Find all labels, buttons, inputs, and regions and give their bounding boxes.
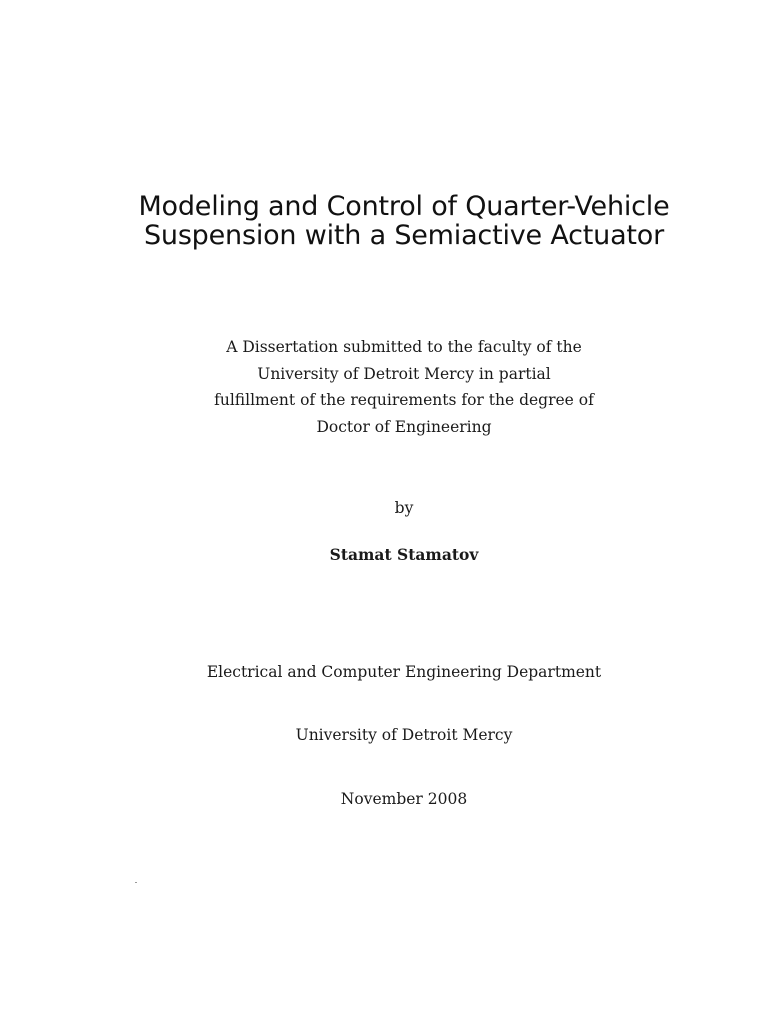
submission-statement-line-3: fulfillment of the requirements for the degree of	[214, 391, 594, 409]
author-name: Stamat Stamatov	[329, 545, 479, 564]
dissertation-title-line-1: Modeling and Control of Quarter-Vehicle	[138, 191, 670, 222]
by-label: by	[394, 499, 414, 517]
dissertation-title-line-2: Suspension with a Semiactive Actuator	[143, 220, 665, 251]
submission-statement-line-4: Doctor of Engineering	[316, 418, 492, 436]
department-name: Electrical and Computer Engineering Department	[206, 663, 602, 681]
submission-date: November 2008	[340, 790, 468, 808]
submission-statement-line-1: A Dissertation submitted to the faculty of the	[226, 338, 582, 356]
university-name: University of Detroit Mercy	[295, 726, 513, 744]
scan-speck	[135, 882, 137, 883]
submission-statement-line-2: University of Detroit Mercy in partial	[257, 365, 551, 383]
